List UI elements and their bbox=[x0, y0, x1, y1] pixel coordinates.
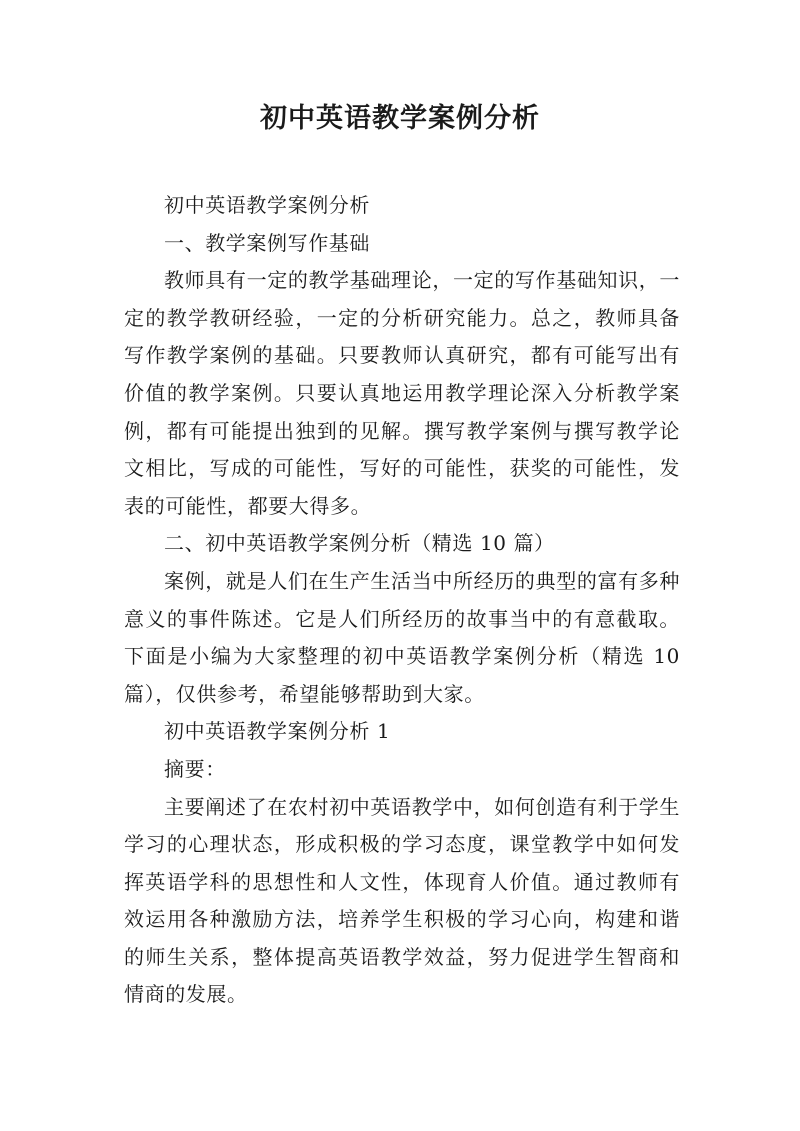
paragraph-subtitle: 初中英语教学案例分析 bbox=[164, 193, 370, 217]
paragraph-writing-basics: 教师具有一定的教学基础理论，一定的写作基础知识，一定的教学教研经验，一定的分析研究能力。总之，教师具备写作教学案例的基础。只要教师认真研究，都有可能写出有价值的教学案例。只要认真地运用教学理论深入分析教学案例，都有可能提出独到的见解。撰写教学案例与撰写教学论文相比，写成的可能性，写好的可能性，获奖的可能性，发表的可能性，都要大得多。 bbox=[124, 268, 680, 518]
abstract-label: 摘要： bbox=[164, 756, 226, 781]
section-heading-1: 一、教学案例写作基础 bbox=[164, 230, 370, 255]
paragraph-abstract: 主要阐述了在农村初中英语教学中，如何创造有利于学生学习的心理状态，形成积极的学习态度，课堂教学中如何发挥英语学科的思想性和人文性，体现育人价值。通过教师有效运用各种激励方法，培养学生积极的学习心向，构建和谐的师生关系，整体提高英语教学效益，努力促进学生智商和情商的发展。 bbox=[124, 794, 680, 1007]
document-title: 初中英语教学案例分析 bbox=[260, 103, 540, 134]
paragraph-case-intro: 案例，就是人们在生产生活当中所经历的典型的富有多种意义的事件陈述。它是人们所经历的故事当中的有意截取。下面是小编为大家整理的初中英语教学案例分析（精选 10 篇），仅供参考，希望能够帮助到大家。 bbox=[124, 568, 680, 706]
case-heading-1: 初中英语教学案例分析 1 bbox=[164, 719, 391, 744]
section-heading-2: 二、初中英语教学案例分析（精选 10 篇） bbox=[164, 531, 555, 556]
document-body bbox=[124, 187, 680, 1014]
